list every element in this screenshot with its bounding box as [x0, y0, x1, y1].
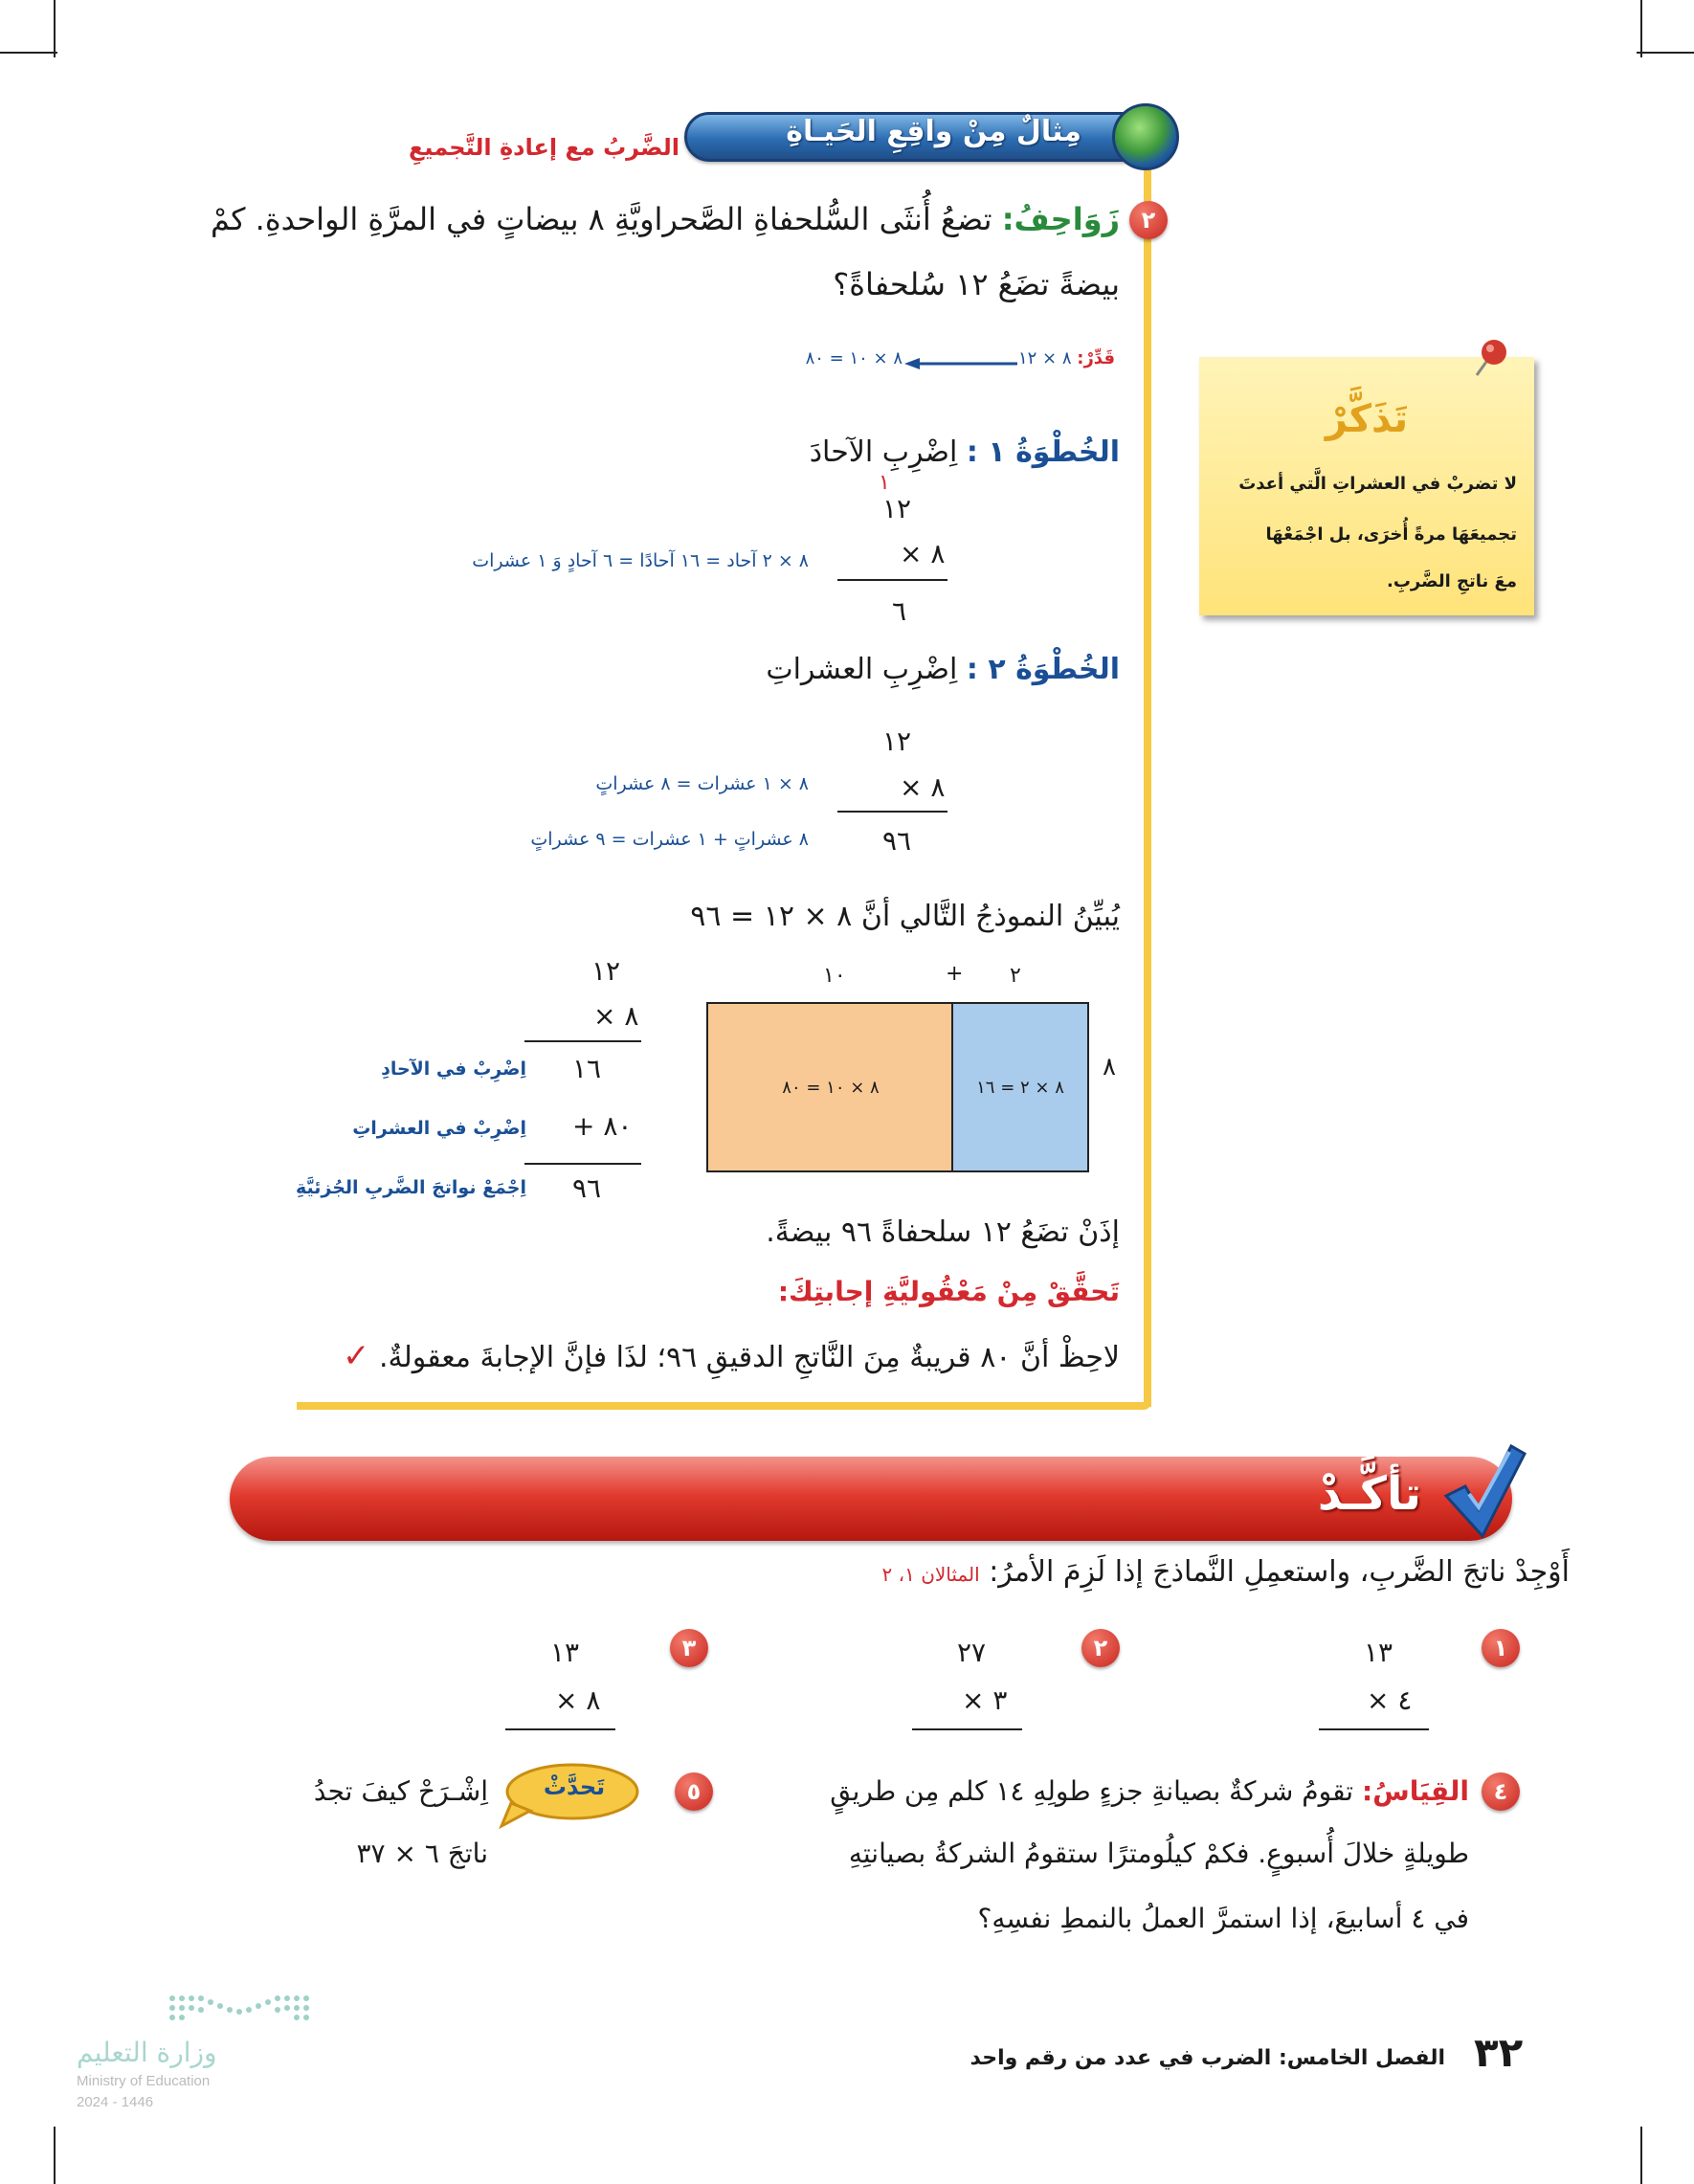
crop-mark	[54, 2127, 56, 2184]
page-number: ٣٢	[1474, 2029, 1524, 2076]
exercise-4-label: القِيَاسُ:	[1361, 1775, 1469, 1807]
partial-row3-label: اِجْمَعْ نواتجَ الضَّربِ الجُزئيَّةِ	[295, 1177, 526, 1198]
conclusion: إذَنْ تضَعُ ١٢ سلحفاةً ٩٦ بيضةً.	[766, 1215, 1120, 1249]
real-life-banner-title: مِثالٌ مِنْ واقِعِ الحَيـاةِ	[786, 115, 1081, 148]
exercise-3-badge	[670, 1629, 708, 1667]
confirm-instruction: أَوْجِدْ ناتجَ الضَّربِ، واستعمِلِ النَّماذجَ إذا لَزِمَ الأمرُ:	[989, 1555, 1570, 1589]
partial-mult: ٨ ×	[593, 1000, 639, 1032]
ministry-name-en: Ministry of Education	[77, 2073, 211, 2089]
step2-rule	[837, 811, 947, 813]
step1-result: ٦	[892, 595, 907, 627]
exercise-4-text-2: طويلةٍ خلالَ أُسبوعٍ. فكمْ كيلُومترًا ستقومُ الشركةُ بصيانتِهِ	[848, 1838, 1469, 1869]
estimate-arrow	[904, 355, 1019, 363]
footer-chapter-title: الضرب في عدد من رقم واحد	[970, 2046, 1272, 2070]
step2-note-2: ٨ عشراتٍ + ١ عشرات = ٩ عشراتٍ	[530, 829, 809, 850]
example-text-1: تضعُ أُنثَى السُّلحفاةِ الصَّحراويَّةِ ٨ بيضاتٍ في المرَّةِ الواحدةِ. كمْ	[210, 201, 992, 237]
model-top-right: ٢	[1010, 964, 1021, 988]
step1-label: الخُطْوَةُ ١ :	[966, 435, 1120, 469]
exercise-1-badge	[1482, 1629, 1520, 1667]
crop-mark	[54, 0, 56, 57]
exercise-3-top: ١٣	[550, 1637, 580, 1668]
model-top-left: ١٠	[823, 964, 846, 988]
footer-chapter	[842, 2046, 1445, 2070]
exercise-4-line-1	[766, 1775, 1469, 1807]
remember-title: تَذَكَّرْ	[1325, 397, 1409, 441]
partial-row2: ٨٠ +	[572, 1110, 633, 1142]
speech-bubble-label: تَحدَّثْ	[543, 1773, 606, 1800]
estimate-label: قَدِّرْ:	[1077, 348, 1115, 368]
exercise-1-number: ١	[1493, 1635, 1508, 1661]
exercise-2-number: ٢	[1093, 1635, 1108, 1661]
step1-top: ١٢	[882, 493, 912, 524]
exercise-4-number: ٤	[1493, 1778, 1508, 1805]
crop-mark	[1640, 2127, 1642, 2184]
crop-mark	[1637, 52, 1694, 54]
example-number-badge	[1129, 201, 1168, 239]
step1-carry: ١	[879, 471, 890, 495]
model-big-cell-label: ٨ × ١٠ = ٨٠	[782, 1077, 880, 1098]
step2-result: ٩٦	[882, 825, 912, 857]
partial-rule-1	[524, 1040, 641, 1042]
exercise-2-top: ٢٧	[957, 1637, 987, 1668]
step2-mult: ٨ ×	[900, 771, 946, 803]
exercise-1-rule	[1319, 1728, 1429, 1730]
footer-chapter-label: الفصل الخامس:	[1278, 2046, 1445, 2070]
example-text-2: بيضةً تضَعُ ١٢ سُلحفاةً؟	[833, 266, 1120, 302]
arrow-left-icon	[904, 358, 1019, 369]
step1-title: اِضْرِبِ الآحادَ	[809, 435, 958, 469]
partial-top: ١٢	[591, 955, 621, 987]
exercise-2-badge	[1081, 1629, 1120, 1667]
example-line-1	[172, 201, 1120, 237]
ministry-logo-icon	[163, 1991, 316, 2029]
check-mark-icon: ✓	[342, 1337, 370, 1375]
exercise-3-mult: ٨ ×	[555, 1684, 601, 1716]
exercise-4-text-3: في ٤ أسابيعَ، إذا استمرَّ العملُ بالنمطِ نفسِهِ؟	[977, 1903, 1469, 1934]
model-small-cell-label: ٨ × ٢ = ١٦	[976, 1077, 1064, 1098]
exercise-4-badge	[1482, 1772, 1520, 1811]
check-text: لاحِظْ أنَّ ٨٠ قريبةٌ مِنَ النَّاتجِ الدقيقِ ٩٦؛ لذَا فإنَّ الإجابةَ معقولةٌ.	[378, 1341, 1120, 1374]
estimate-right: ٨ × ١٠ = ٨٠	[805, 348, 903, 368]
model-big-cell	[706, 1002, 955, 1172]
crop-mark	[1640, 0, 1642, 57]
example-label: زَوَاحِفُ:	[1001, 201, 1120, 237]
exercise-3-rule	[505, 1728, 615, 1730]
check-row	[306, 1337, 1120, 1375]
exercise-3-number: ٣	[681, 1635, 697, 1661]
check-title: تَحقَّقْ مِنْ مَعْقُوليَّةِ إجابتِكَ:	[777, 1276, 1120, 1307]
partial-rule-2	[524, 1163, 641, 1165]
ministry-name-ar: وزارة التعليم	[77, 2037, 217, 2068]
checkmark-icon	[1440, 1440, 1527, 1541]
example-number: ٢	[1141, 207, 1156, 234]
exercise-1-top: ١٣	[1364, 1637, 1393, 1668]
model-plus: +	[946, 962, 964, 986]
exercise-5-badge	[675, 1772, 713, 1811]
step1-mult: ٨ ×	[900, 538, 946, 569]
exercise-2-rule	[912, 1728, 1022, 1730]
remember-line-1: لا تضربْ في العشراتِ الَّتي أعدتَ	[1238, 474, 1517, 494]
example-frame-right	[1144, 134, 1151, 1407]
step2-heading	[670, 653, 1120, 686]
estimate-left: ٨ × ١٢	[1017, 348, 1072, 368]
globe-icon	[1112, 103, 1179, 170]
pushpin-icon	[1469, 337, 1511, 379]
partial-row1-label: اِضْرِبْ في الآحادِ	[381, 1059, 526, 1080]
exercise-1-mult: ٤ ×	[1367, 1684, 1413, 1716]
step2-label: الخُطْوَةُ ٢ :	[966, 653, 1120, 686]
exercise-5-text-2: ناتجَ ٦ × ٣٧	[356, 1838, 488, 1869]
step1-note: ٨ × ٢ آحاد = ١٦ آحادًا = ٦ آحادٍ وَ ١ عشرات	[472, 550, 809, 571]
partial-row1: ١٦	[572, 1053, 602, 1084]
confirm-ref: المثالان ١، ٢	[881, 1563, 980, 1586]
exercise-5-text-1: اِشْـرَحْ كيفَ تجدُ	[313, 1775, 488, 1807]
section-title: الضَّربُ مع إعادةِ التَّجميعِ	[409, 134, 680, 161]
step2-title: اِضْرِبِ العشراتِ	[766, 653, 958, 686]
example-frame-bottom	[297, 1402, 1151, 1410]
ministry-year: 2024 - 1446	[77, 2094, 154, 2110]
exercise-4-text-1: تقومُ شركةٌ بصيانةِ جزءٍ طولِهِ ١٤ كلم مِن طريقٍ	[830, 1775, 1354, 1807]
step1-heading	[670, 435, 1120, 469]
model-side: ٨	[1103, 1053, 1116, 1081]
model-small-cell	[951, 1002, 1089, 1172]
partial-row3: ٩٦	[572, 1172, 602, 1204]
exercise-5-number: ٥	[686, 1778, 702, 1805]
partial-row2-label: اِضْرِبْ في العشراتِ	[352, 1118, 526, 1139]
exercise-2-mult: ٣ ×	[962, 1684, 1008, 1716]
step2-top: ١٢	[882, 725, 912, 757]
step1-rule	[837, 579, 947, 581]
step2-note-1: ٨ × ١ عشرات = ٨ عشراتٍ	[595, 773, 809, 794]
confirm-instruction-row	[383, 1555, 1570, 1589]
remember-line-3: معَ ناتجِ الضَّربِ.	[1386, 571, 1517, 591]
remember-line-2: تجميعَهَا مرةً أُخرَى، بل اجْمَعْهَا	[1265, 524, 1517, 545]
model-intro: يُبيِّنُ النموذجُ التَّالي أنَّ ٨ × ١٢ = ٩٦	[690, 900, 1120, 933]
confirm-banner-title: تأكَّـدْ	[1317, 1467, 1421, 1521]
crop-mark	[0, 52, 57, 54]
